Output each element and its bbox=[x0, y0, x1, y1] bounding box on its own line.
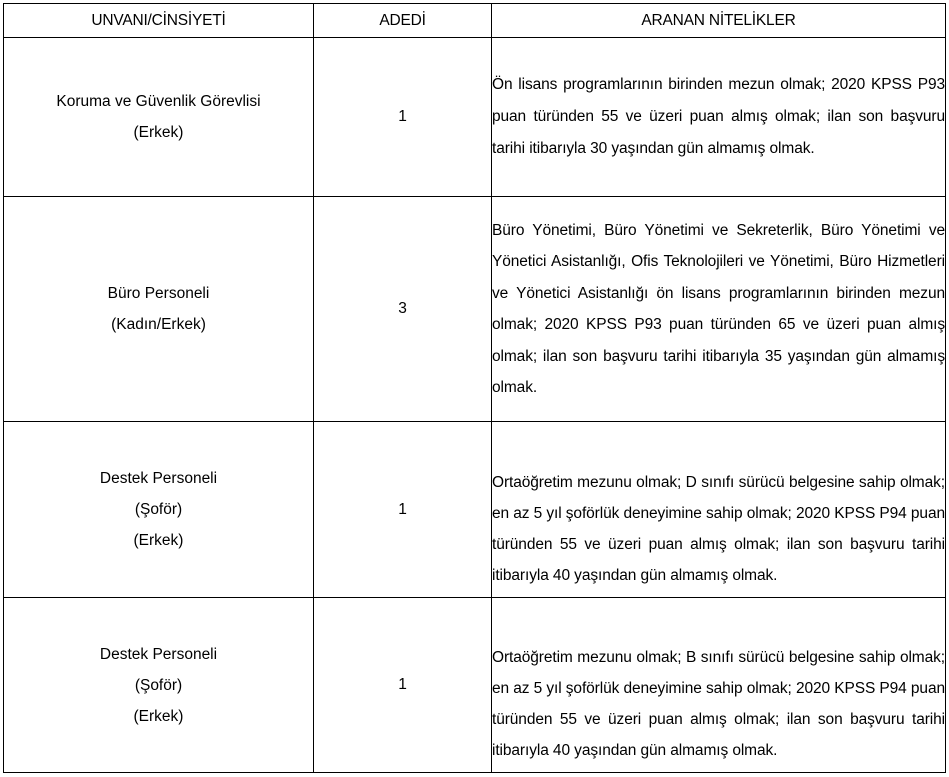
table-row bbox=[4, 38, 946, 197]
position-requirements: Ortaöğretim mezunu olmak; B sınıfı sürücü belgesine sahip olmak; en az 5 yıl şoförlük deneyimine sahip olmak; 2020 KPSS P94 puan türünden 55 ve üzeri puan almış olmak; ilan son başvuru tarihi itibarıyla 40 yaşından gün almamış olmak. bbox=[492, 598, 946, 773]
position-title-line: Destek Personeli bbox=[99, 645, 218, 663]
position-title-line: (Kadın/Erkek) bbox=[111, 316, 206, 333]
position-title-line: (Erkek) bbox=[133, 707, 184, 725]
position-title-line: Koruma ve Güvenlik Görevlisi bbox=[56, 93, 261, 110]
job-positions-table bbox=[3, 3, 946, 773]
table-row bbox=[4, 197, 946, 422]
position-title bbox=[4, 422, 314, 598]
position-requirements: Ortaöğretim mezunu olmak; D sınıfı sürücü belgesine sahip olmak; en az 5 yıl şoförlük deneyimine sahip olmak; 2020 KPSS P94 puan türünden 55 ve üzeri puan almış olmak; ilan son başvuru tarihi itibarıyla 40 yaşından gün almamış olmak. bbox=[492, 422, 946, 598]
position-title bbox=[4, 197, 314, 422]
position-title-line: Büro Personeli bbox=[107, 285, 210, 302]
header-requirements: ARANAN NİTELİKLER bbox=[492, 4, 946, 38]
position-count: 3 bbox=[314, 197, 492, 422]
position-title-line: (Erkek) bbox=[133, 124, 184, 141]
position-count: 1 bbox=[314, 422, 492, 598]
position-title-line: (Şoför) bbox=[134, 501, 183, 518]
position-requirements: Ön lisans programlarının birinden mezun olmak; 2020 KPSS P93 puan türünden 55 ve üzeri puan almış olmak; ilan son başvuru tarihi itibarıyla 30 yaşından gün almamış olmak. bbox=[492, 38, 946, 197]
position-requirements: Büro Yönetimi, Büro Yönetimi ve Sekreterlik, Büro Yönetimi ve Yönetici Asistanlığı, Ofis Teknolojileri ve Yönetimi, Büro Hizmetleri ve Yönetici Asistanlığı ön lisans programlarının birinden mezun olmak; 2020 KPSS P93 puan türünden 65 ve üzeri puan almış olmak; ilan son başvuru tarihi itibarıyla 35 yaşından gün almamış olmak. bbox=[492, 197, 946, 422]
position-title-line: (Şoför) bbox=[134, 676, 183, 694]
position-title bbox=[4, 598, 314, 773]
position-title bbox=[4, 38, 314, 197]
position-count: 1 bbox=[314, 38, 492, 197]
header-title: UNVANI/CİNSİYETİ bbox=[4, 4, 314, 38]
table-row bbox=[4, 422, 946, 598]
table-row bbox=[4, 598, 946, 773]
position-count: 1 bbox=[314, 598, 492, 773]
position-title-line: (Erkek) bbox=[133, 532, 184, 549]
header-row bbox=[4, 4, 946, 38]
position-title-line: Destek Personeli bbox=[99, 470, 218, 487]
header-count: ADEDİ bbox=[314, 4, 492, 38]
